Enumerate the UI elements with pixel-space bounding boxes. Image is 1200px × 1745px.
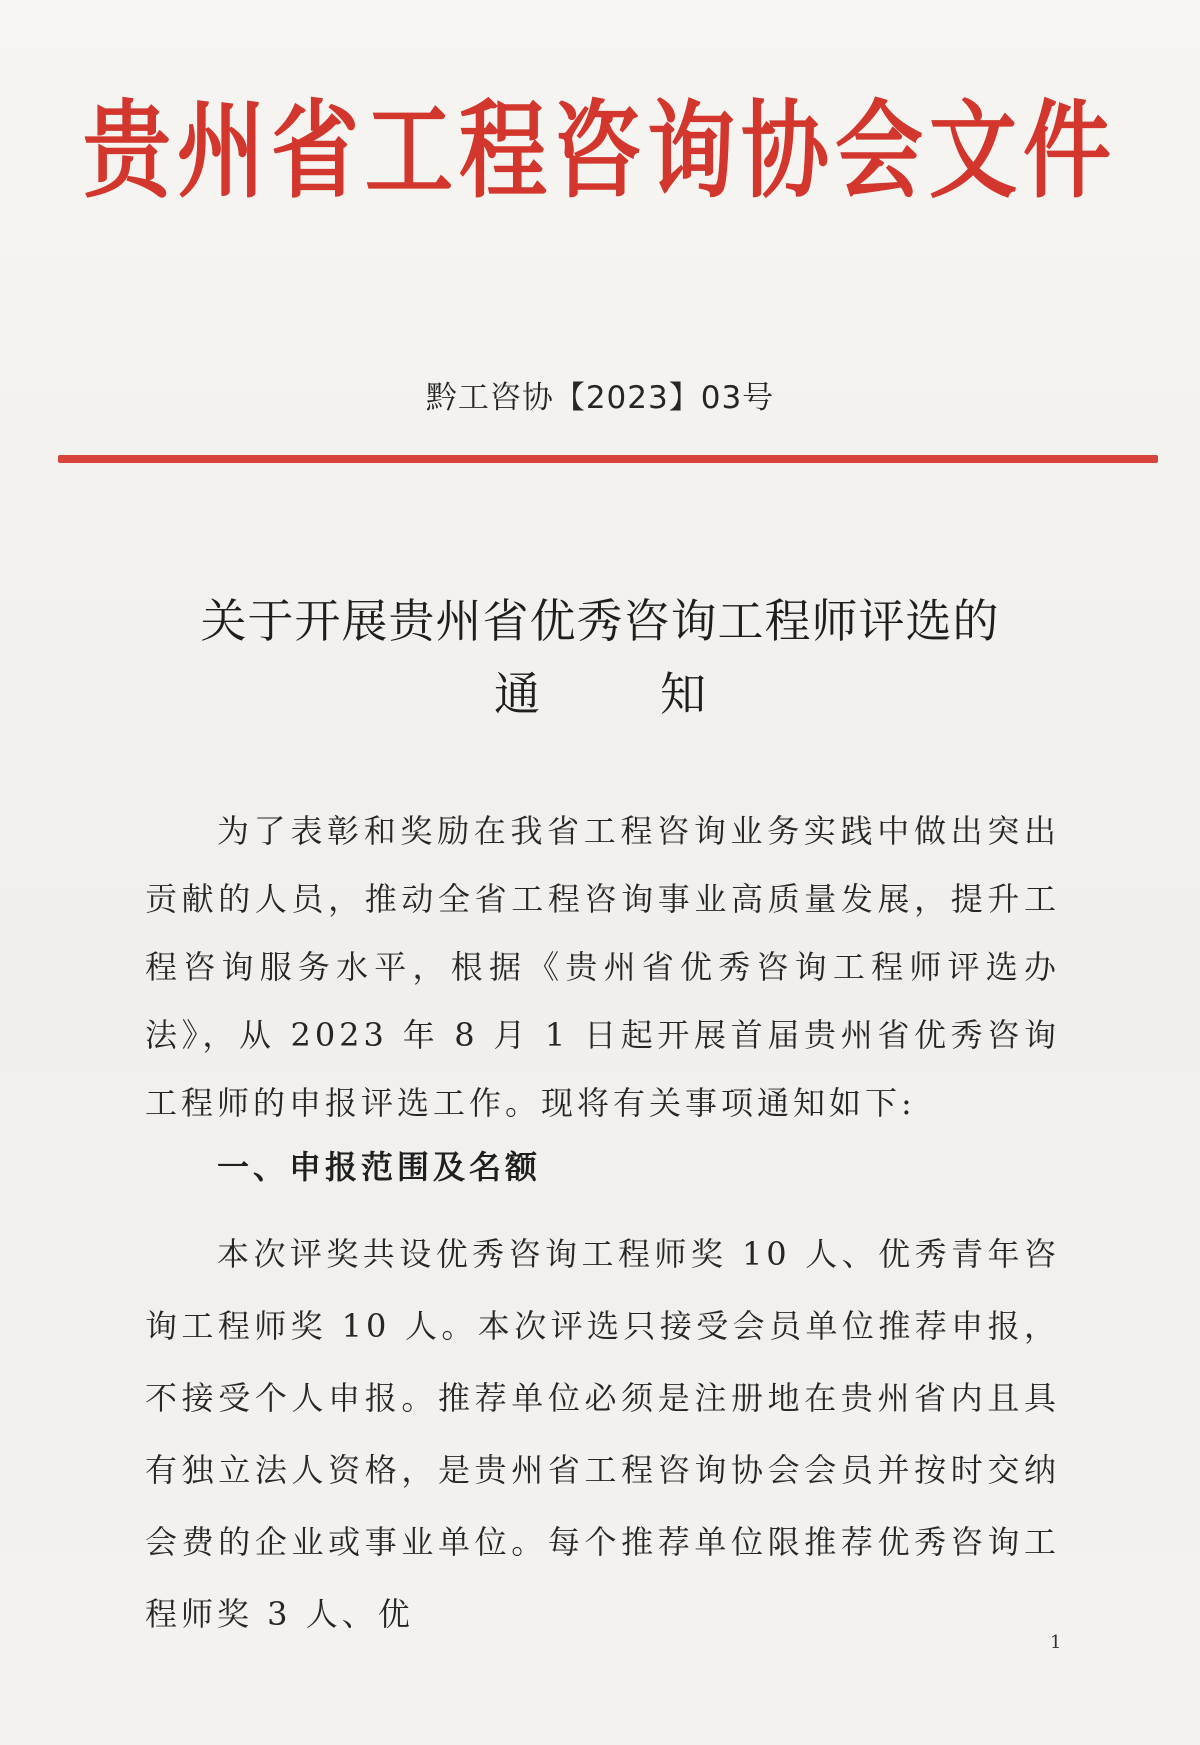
document-header-title: 贵州省工程咨询协会文件 bbox=[82, 89, 1117, 213]
notice-title-subtitle bbox=[0, 658, 1200, 724]
section-heading-1: 一、申报范围及名额 bbox=[217, 1148, 542, 1186]
notice-title: 关于开展贵州省优秀咨询工程师评选的 bbox=[200, 594, 1000, 648]
notice-title-word-2: 知 bbox=[660, 667, 706, 721]
document-number: 黔工咨协【2023】03号 bbox=[425, 380, 775, 416]
body-paragraph-1: 为了表彰和奖励在我省工程咨询业务实践中做出突出贡献的人员，推动全省工程咨询事业高质量发展，提升工程咨询服务水平，根据《贵州省优秀咨询工程师评选办法》，从 2023 年 8 月 1 日起开展首届贵州省优秀咨询工程师的申报评选工作。现将有关事项通知如下: bbox=[145, 812, 1060, 1122]
page-number: 1 bbox=[1050, 1632, 1062, 1653]
red-divider-line bbox=[58, 455, 1158, 463]
body-paragraph-2: 本次评奖共设优秀咨询工程师奖 10 人、优秀青年咨询工程师奖 10 人。本次评选只接受会员单位推荐申报，不接受个人申报。推荐单位必须是注册地在贵州省内且具有独立法人资格，是贵州省工程咨询协会会员并按时交纳会费的企业或事业单位。每个推荐单位限推荐优秀咨询工程师奖 3 人、优 bbox=[145, 1235, 1060, 1633]
notice-title-word-1: 通 bbox=[494, 667, 540, 721]
